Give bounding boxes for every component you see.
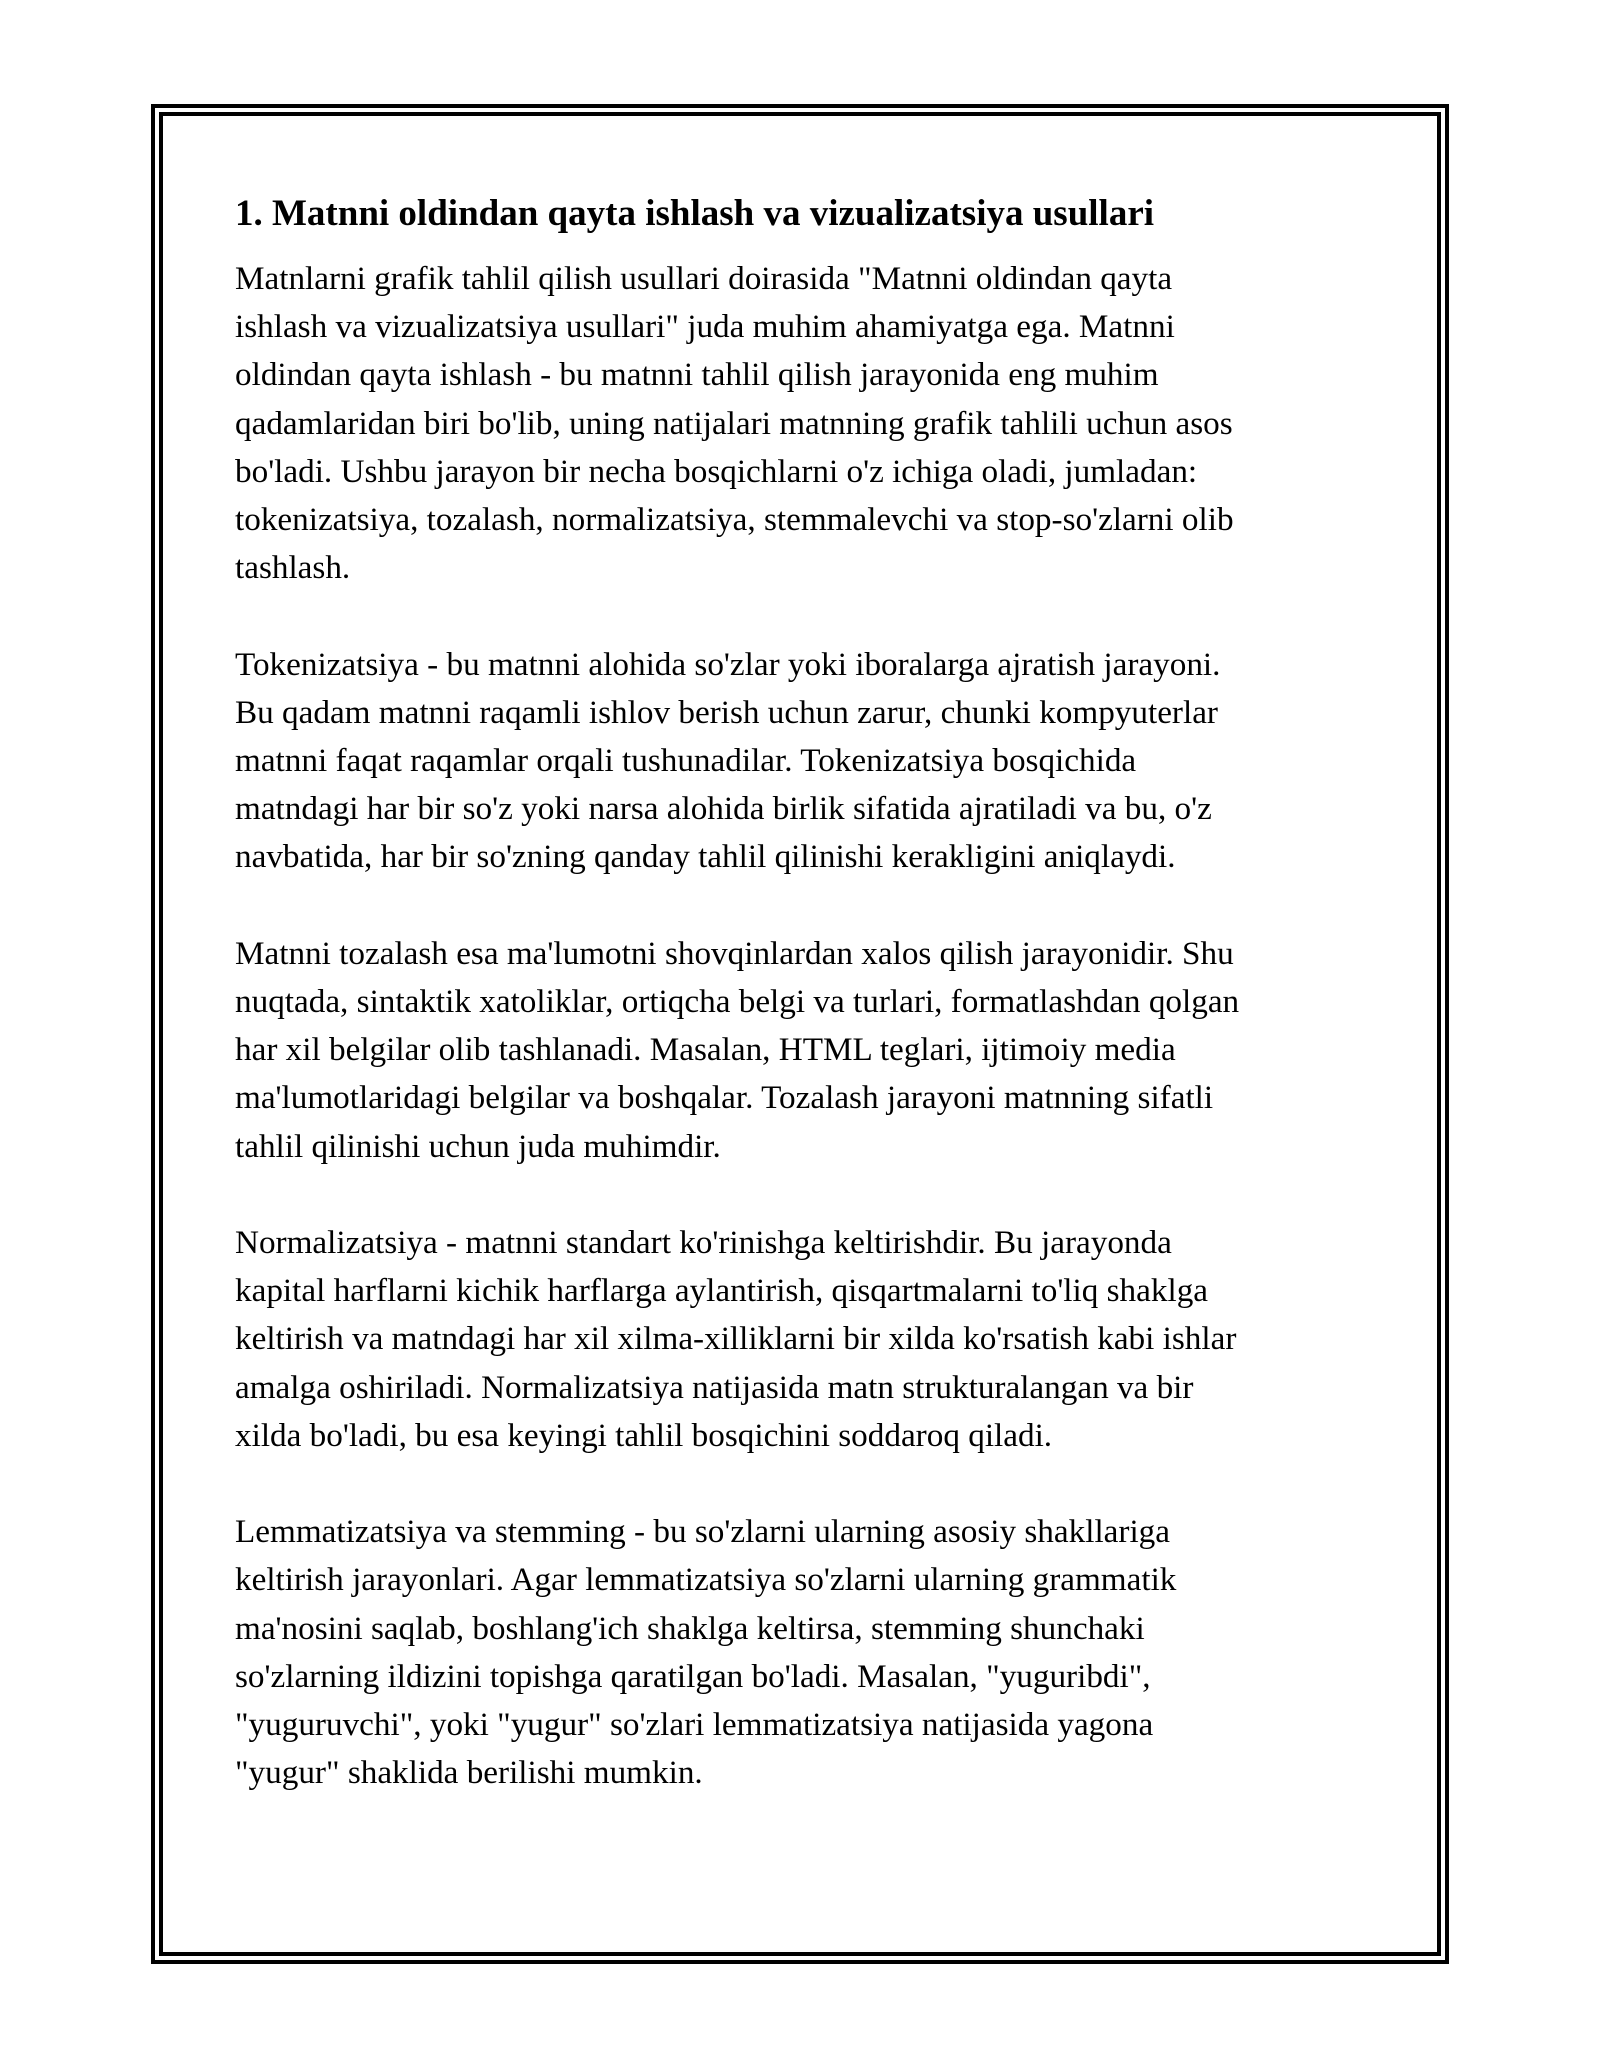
- text-line: ishlash va vizualizatsiya usullari" juda muhim ahamiyatga ega. Matnni: [235, 308, 1175, 346]
- text-line: "yugur" shaklida berilishi mumkin.: [235, 1754, 703, 1792]
- paragraph-lemmatization: [235, 1508, 1365, 1797]
- text-line: tahlil qilinishi uchun juda muhimdir.: [235, 1127, 721, 1165]
- text-line: keltirish va matndagi har xil xilma-xilliklarni bir xilda ko'rsatish kabi ishlar: [235, 1320, 1237, 1358]
- text-line: matndagi har bir so'z yoki narsa alohida birlik sifatida ajratiladi va bu, o'z: [235, 790, 1212, 828]
- text-line: Tokenizatsiya - bu matnni alohida so'zlar yoki iboralarga ajratish jarayoni.: [235, 645, 1221, 683]
- text-line: Matnlarni grafik tahlil qilish usullari doirasida "Matnni oldindan qayta: [235, 260, 1173, 297]
- text-line: so'zlarning ildizini topishga qaratilgan bo'ladi. Masalan, "yuguribdi",: [235, 1657, 1151, 1695]
- text-line: amalga oshiriladi. Normalizatsiya natijasida matn strukturalangan va bir: [235, 1368, 1194, 1406]
- text-line: ma'lumotlaridagi belgilar va boshqalar. Tozalash jarayoni matnning sifatli: [235, 1079, 1214, 1117]
- text-line: oldindan qayta ishlash - bu matnni tahlil qilish jarayonida eng muhim: [235, 356, 1159, 394]
- text-line: tokenizatsiya, tozalash, normalizatsiya, stemmalevchi va stop-so'zlarni olib: [235, 501, 1234, 539]
- section-heading: 1. Matnni oldindan qayta ishlash va vizualizatsiya usullari: [235, 193, 1155, 234]
- text-line: har xil belgilar olib tashlanadi. Masalan, HTML teglari, ijtimoiy media: [235, 1031, 1176, 1069]
- text-line: xilda bo'ladi, bu esa keyingi tahlil bosqichini soddaroq qiladi.: [235, 1416, 1053, 1454]
- text-line: ma'nosini saqlab, boshlang'ich shaklga keltirsa, stemming shunchaki: [235, 1609, 1145, 1647]
- text-line: Normalizatsiya - matnni standart ko'rinishga keltirishdir. Bu jarayonda: [235, 1224, 1172, 1262]
- text-line: qadamlaridan biri bo'lib, uning natijalari matnning grafik tahlili uchun asos: [235, 404, 1233, 442]
- paragraph-intro: [235, 255, 1365, 592]
- paragraph-normalization: [235, 1219, 1365, 1460]
- text-line: "yuguruvchi", yoki "yugur" so'zlari lemmatizatsiya natijasida yagona: [235, 1706, 1154, 1744]
- text-line: nuqtada, sintaktik xatoliklar, ortiqcha belgi va turlari, formatlashdan qolgan: [235, 983, 1240, 1021]
- text-line: keltirish jarayonlari. Agar lemmatizatsiya so'zlarni ularning grammatik: [235, 1561, 1177, 1599]
- text-line: bo'ladi. Ushbu jarayon bir necha bosqichlarni o'z ichiga oladi, jumladan:: [235, 452, 1198, 490]
- text-line: Bu qadam matnni raqamli ishlov berish uchun zarur, chunki kompyuterlar: [235, 693, 1218, 731]
- text-line: kapital harflarni kichik harflarga aylantirish, qisqartmalarni to'liq shaklga: [235, 1272, 1209, 1310]
- text-line: navbatida, har bir so'zning qanday tahlil qilinishi kerakligini aniqlaydi.: [235, 838, 1176, 876]
- paragraph-tokenization: [235, 641, 1365, 882]
- document-body: [235, 185, 1365, 1846]
- text-line: tashlash.: [235, 549, 351, 587]
- paragraph-cleaning: [235, 930, 1365, 1171]
- text-line: Matnni tozalash esa ma'lumotni shovqinlardan xalos qilish jarayonidir. Shu: [235, 934, 1234, 972]
- text-line: Lemmatizatsiya va stemming - bu so'zlarni ularning asosiy shakllariga: [235, 1513, 1170, 1551]
- text-line: matnni faqat raqamlar orqali tushunadilar. Tokenizatsiya bosqichida: [235, 742, 1137, 780]
